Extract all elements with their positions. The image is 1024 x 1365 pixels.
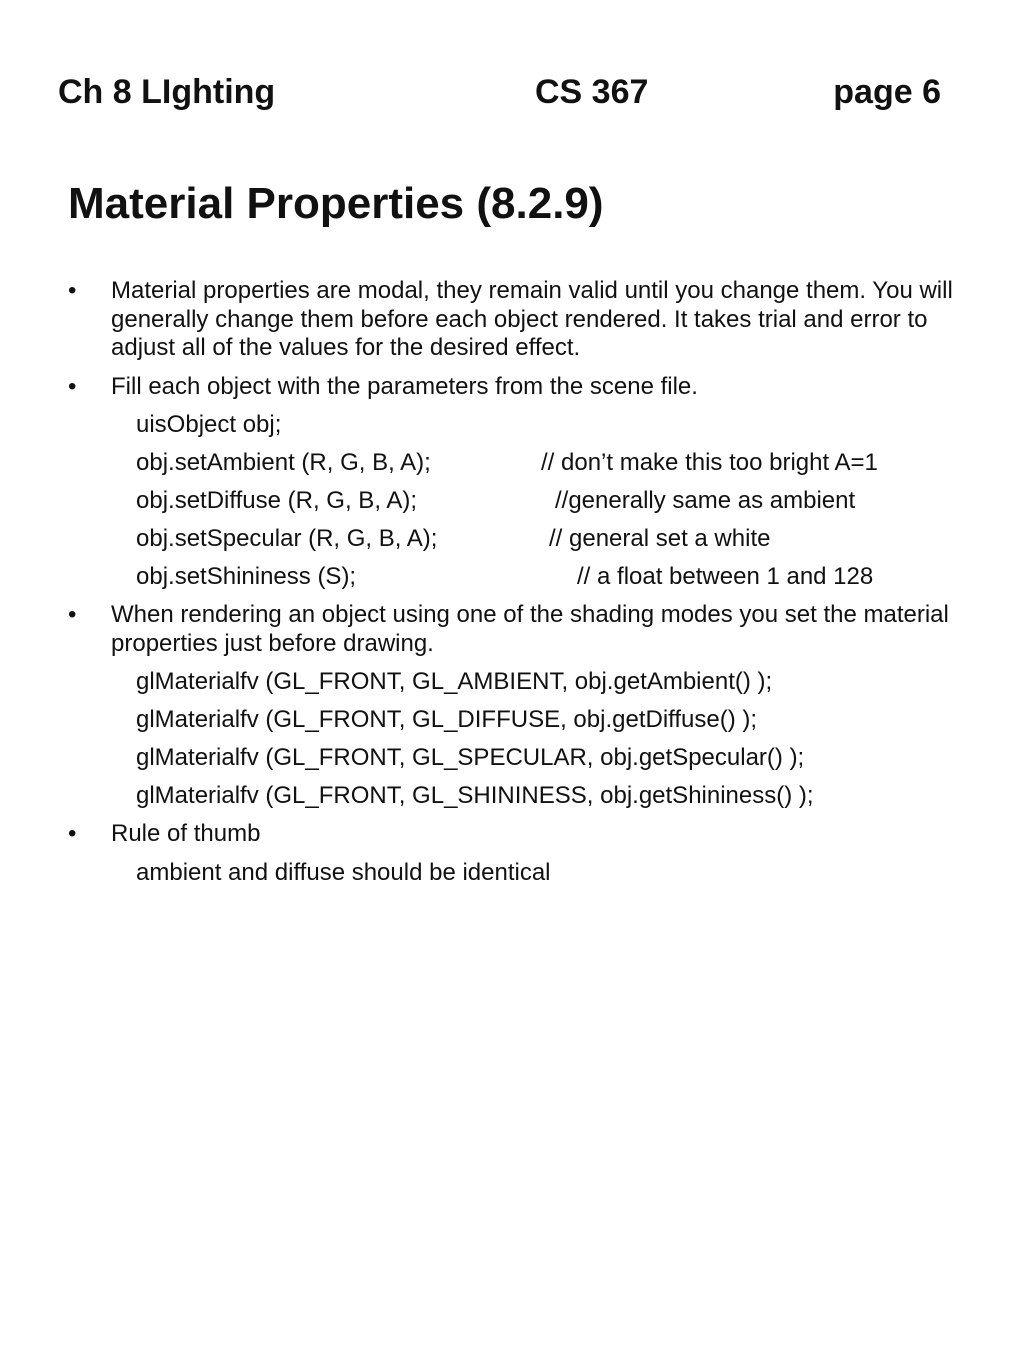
code-line (0, 525, 1024, 554)
bullet-text: Material properties are modal, they remain valid until you change them. You will generally change them before each object rendered. It takes trial and error to adjust all of the values for the desired effect. (111, 277, 953, 361)
code-text: obj.setAmbient (R, G, B, A); (136, 449, 431, 476)
bullet-rendering (0, 601, 1024, 658)
code-line (0, 706, 1024, 735)
slide-title: Material Properties (8.2.9) (68, 179, 604, 228)
bullet-dot-icon: • (68, 277, 77, 304)
code-line (0, 411, 1024, 440)
code-line (0, 782, 1024, 811)
code-text: obj.setDiffuse (R, G, B, A); (136, 487, 417, 514)
code-comment: // don’t make this too bright A=1 (541, 449, 878, 476)
bullet-text: When rendering an object using one of the shading modes you set the material properties just before drawing. (111, 601, 949, 657)
code-line (0, 859, 1024, 888)
code-line (0, 744, 1024, 773)
code-text: glMaterialfv (GL_FRONT, GL_DIFFUSE, obj.getDiffuse() ); (136, 706, 758, 733)
code-text: obj.setSpecular (R, G, B, A); (136, 525, 438, 552)
bullet-fill-object (0, 373, 1024, 402)
code-text: ambient and diffuse should be identical (136, 858, 551, 886)
code-comment: //generally same as ambient (555, 487, 856, 514)
slide-content (0, 277, 1024, 897)
bullet-dot-icon: • (68, 820, 77, 847)
code-line (0, 563, 1024, 592)
bullet-dot-icon: • (68, 372, 77, 400)
code-text: glMaterialfv (GL_FRONT, GL_AMBIENT, obj.getAmbient() ); (136, 668, 773, 695)
page-header (0, 70, 1024, 114)
bullet-modal-properties (0, 277, 1024, 363)
header-chapter: Ch 8 LIghting (58, 73, 276, 111)
code-comment: // general set a white (549, 525, 771, 552)
bullet-text: Fill each object with the parameters from the scene file. (111, 372, 698, 400)
bullet-text: Rule of thumb (111, 820, 261, 847)
code-text: uisObject obj; (136, 411, 282, 438)
header-page-number: page 6 (833, 73, 941, 111)
bullet-rule-of-thumb (0, 820, 1024, 849)
code-line (0, 668, 1024, 697)
header-course: CS 367 (535, 73, 649, 111)
code-text: glMaterialfv (GL_FRONT, GL_SPECULAR, obj.getSpecular() ); (136, 744, 805, 771)
code-text: glMaterialfv (GL_FRONT, GL_SHININESS, obj.getShininess() ); (136, 782, 814, 809)
code-text: obj.setShininess (S); (136, 563, 357, 590)
bullet-dot-icon: • (68, 601, 77, 628)
code-comment: // a float between 1 and 128 (577, 563, 874, 590)
code-line (0, 487, 1024, 516)
code-line (0, 449, 1024, 478)
